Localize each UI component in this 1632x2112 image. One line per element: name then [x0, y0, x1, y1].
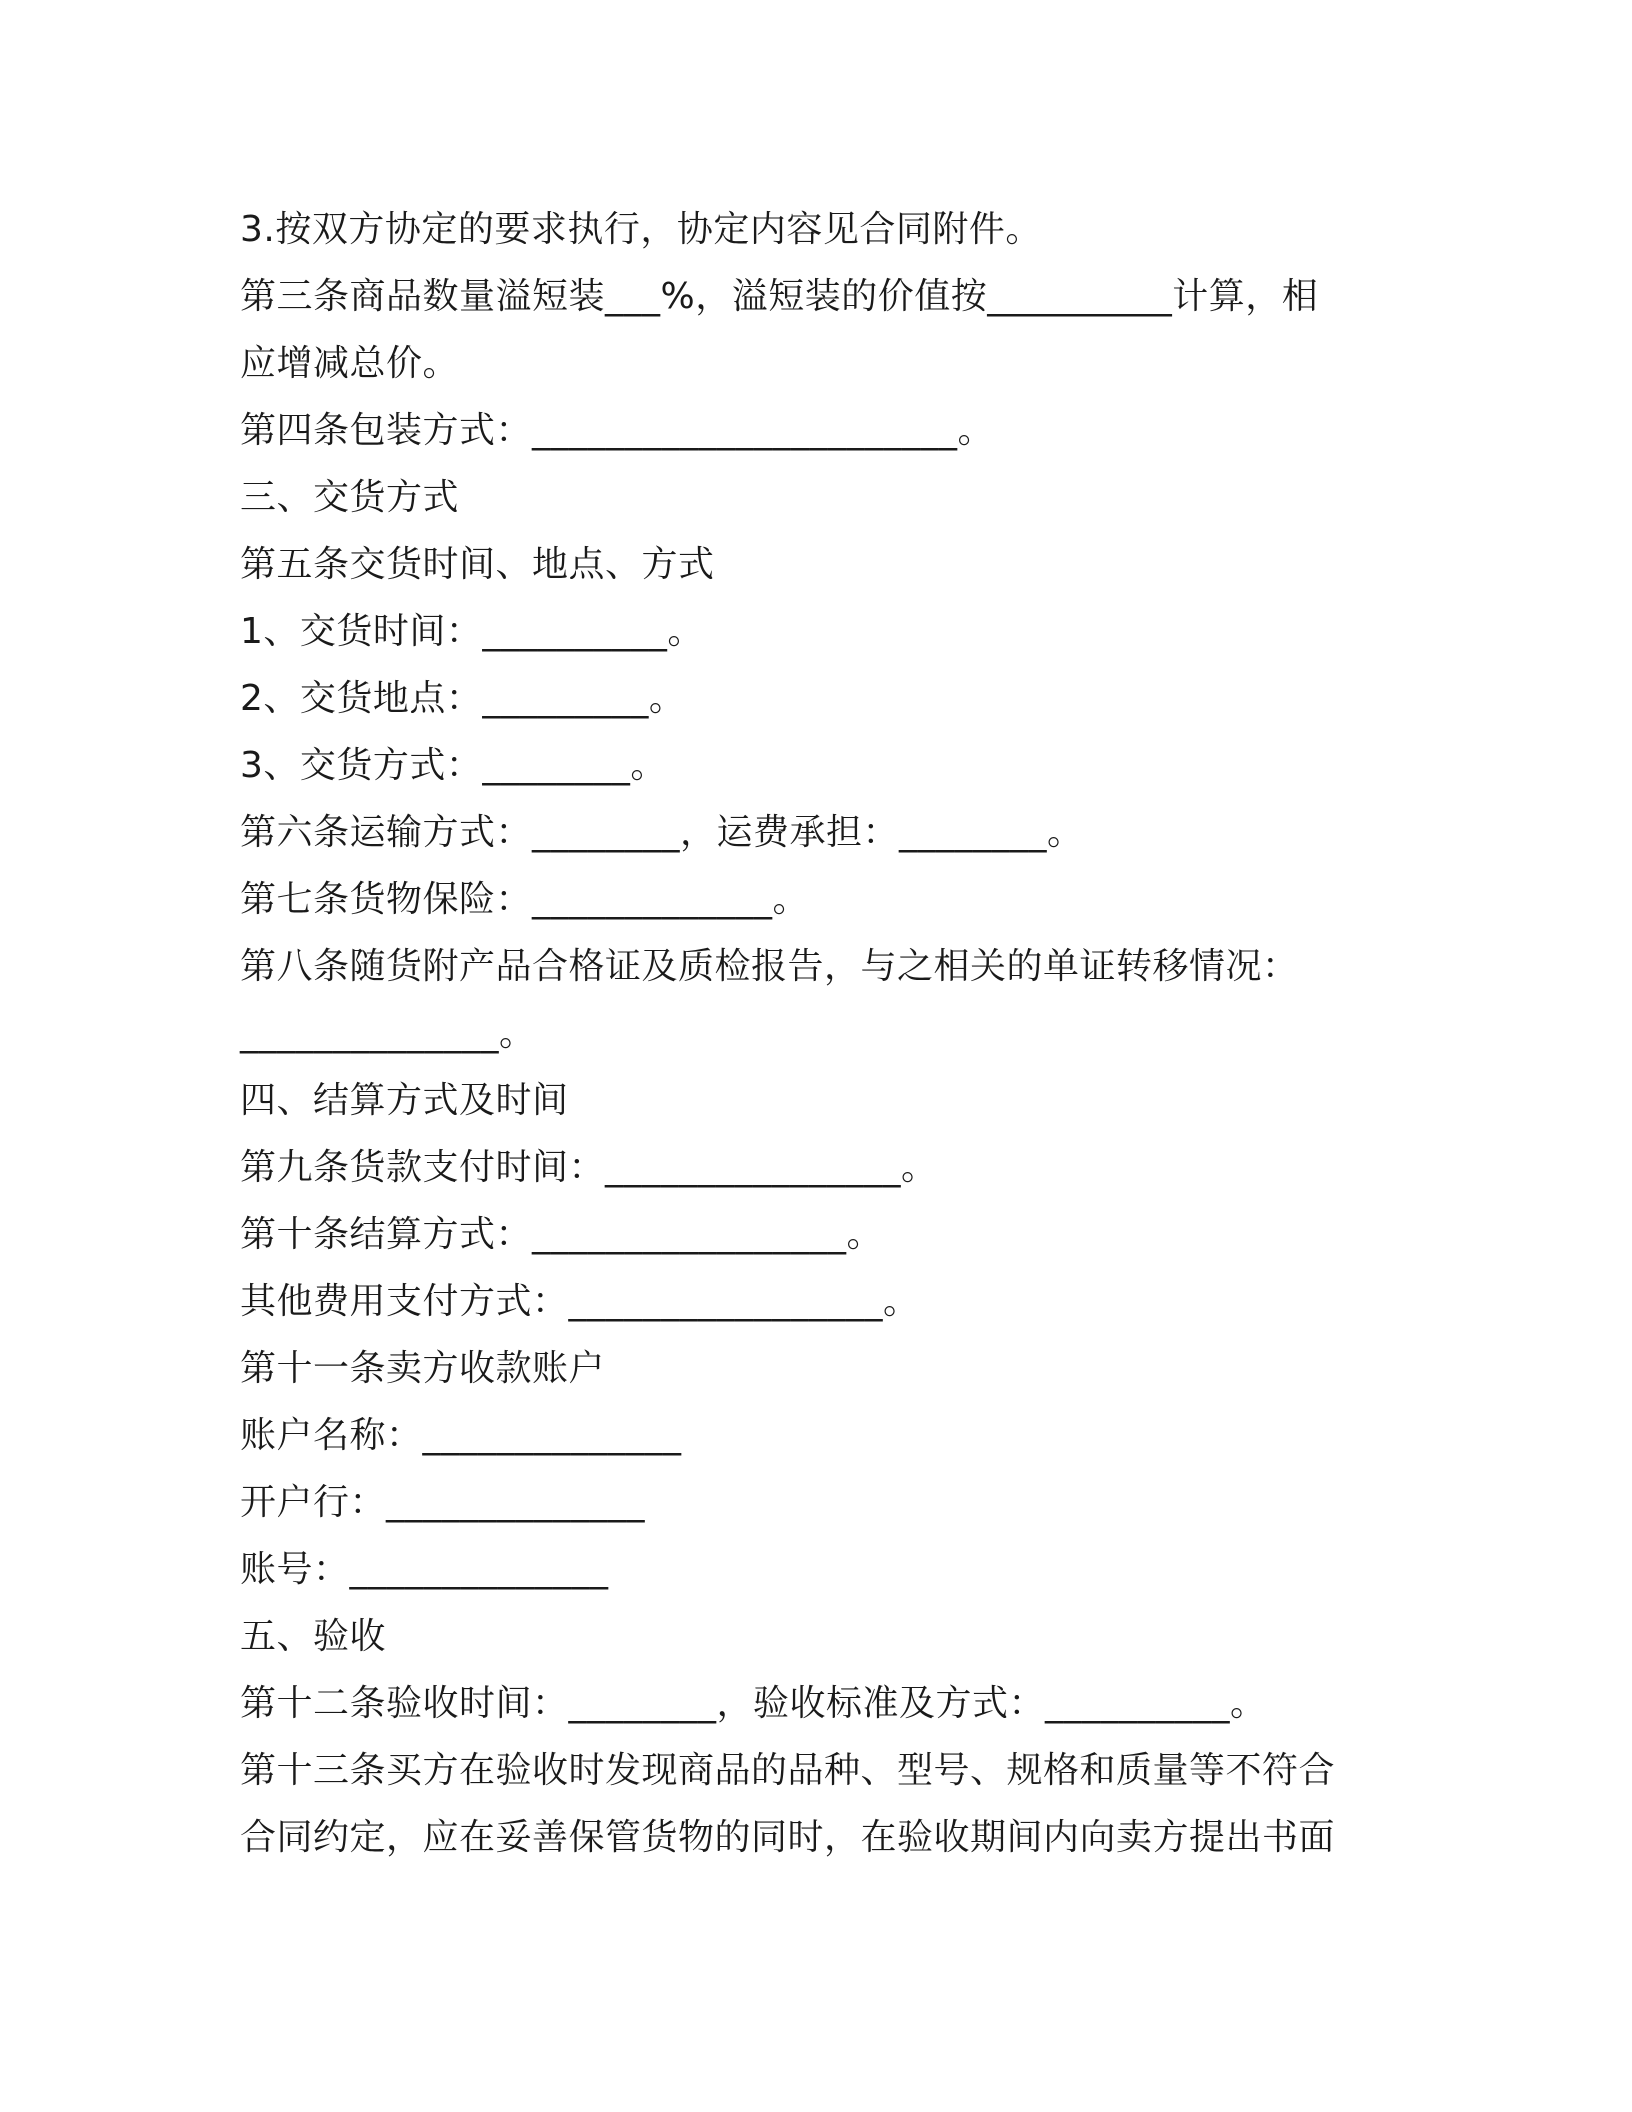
- paragraph-line: 第九条货款支付时间：________________。: [240, 1147, 938, 1188]
- paragraph-line: 应增减总价。: [240, 343, 460, 384]
- paragraph-line: 第十一条卖方收款账户: [240, 1348, 606, 1389]
- section-heading: 四、结算方式及时间: [240, 1080, 569, 1121]
- paragraph-line: 第八条随货附产品合格证及质检报告，与之相关的单证转移情况：: [240, 946, 1299, 987]
- section-heading: 三、交货方式: [240, 477, 460, 518]
- section-heading: 五、验收: [240, 1616, 387, 1657]
- paragraph-line: 第十二条验收时间：________，验收标准及方式：__________。: [240, 1683, 1267, 1724]
- paragraph-line: 2、交货地点：_________。: [240, 678, 686, 719]
- paragraph-line: 第四条包装方式：_______________________。: [240, 410, 995, 451]
- paragraph-line: 3、交货方式：________。: [240, 745, 667, 786]
- paragraph-line: 第五条交货时间、地点、方式: [240, 544, 715, 585]
- paragraph-line: 其他费用支付方式：_________________。: [240, 1281, 920, 1322]
- document-body: [240, 196, 1400, 1871]
- paragraph-line: 账号：______________: [240, 1549, 609, 1590]
- paragraph-line: 第三条商品数量溢短装___%，溢短装的价值按__________计算，相: [240, 276, 1319, 317]
- paragraph-line: ______________。: [240, 1013, 536, 1054]
- paragraph-line: 第十三条买方在验收时发现商品的品种、型号、规格和质量等不符合: [240, 1750, 1336, 1791]
- paragraph-line: 第十条结算方式：_________________。: [240, 1214, 884, 1255]
- paragraph-line: 账户名称：______________: [240, 1415, 682, 1456]
- paragraph-line: 1、交货时间：__________。: [240, 611, 704, 652]
- paragraph-line: 开户行：______________: [240, 1482, 646, 1523]
- paragraph-line: 合同约定，应在妥善保管货物的同时，在验收期间内向卖方提出书面: [240, 1817, 1336, 1858]
- paragraph-line: 3.按双方协定的要求执行，协定内容见合同附件。: [240, 209, 1042, 250]
- paragraph-line: 第七条货物保险：_____________。: [240, 879, 810, 920]
- paragraph-line: 第六条运输方式：________，运费承担：________。: [240, 812, 1084, 853]
